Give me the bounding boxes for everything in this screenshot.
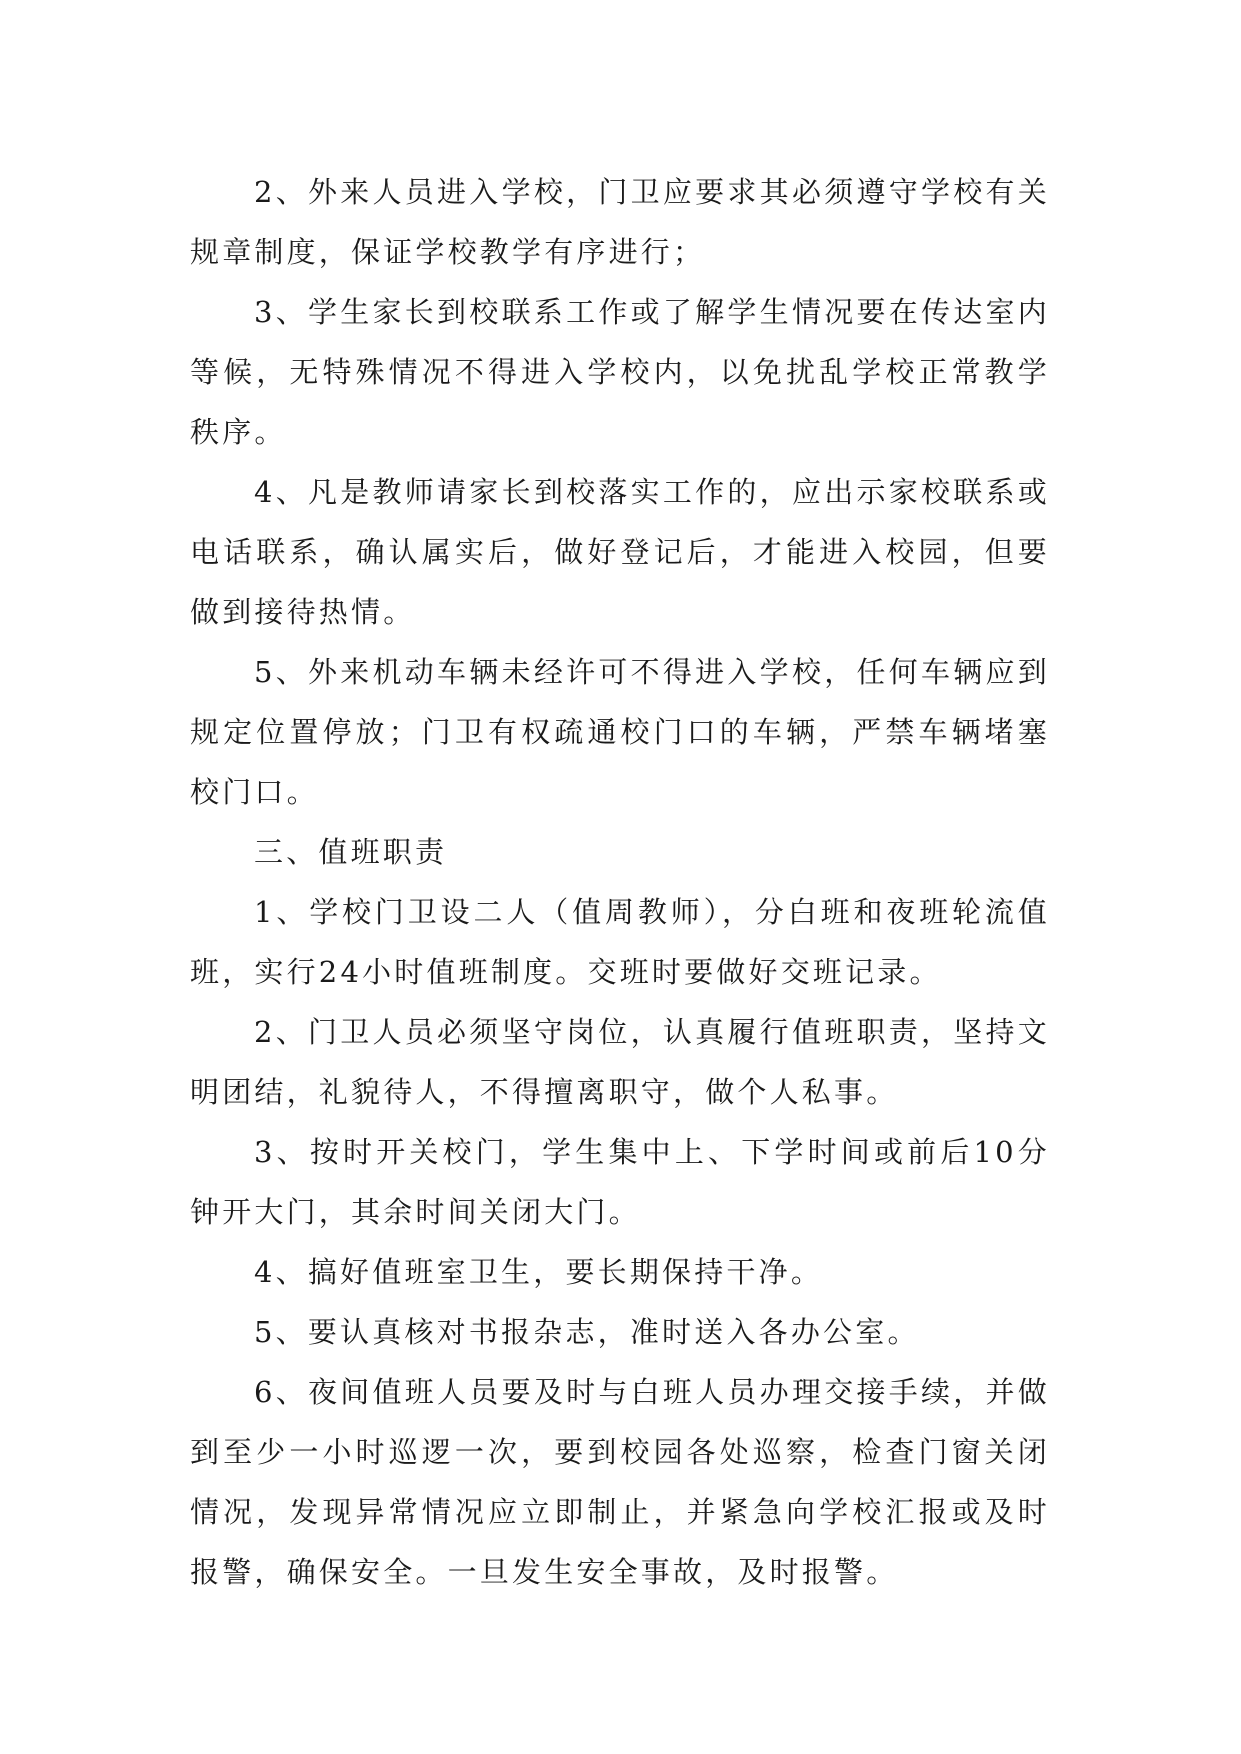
document-body bbox=[190, 162, 1050, 1602]
paragraph-teacher-invited-parents: 4、凡是教师请家长到校落实工作的，应出示家校联系或电话联系，确认属实后，做好登记后，才能进入校园，但要做到接待热情。 bbox=[190, 475, 1050, 629]
paragraph-mail-delivery: 5、要认真核对书报杂志，准时送入各办公室。 bbox=[254, 1315, 920, 1349]
paragraph-visitor-rules: 2、外来人员进入学校，门卫应要求其必须遵守学校有关规章制度，保证学校教学有序进行； bbox=[190, 175, 1050, 269]
paragraph-duty-shifts: 1、学校门卫设二人（值周教师），分白班和夜班轮流值班，实行24小时值班制度。交班时要做好交班记录。 bbox=[190, 895, 1050, 989]
paragraph-stick-to-post: 2、门卫人员必须坚守岗位，认真履行值班职责，坚持文明团结，礼貌待人，不得擅离职守，做个人私事。 bbox=[190, 1015, 1050, 1109]
paragraph-room-hygiene: 4、搞好值班室卫生，要长期保持干净。 bbox=[254, 1255, 824, 1289]
paragraph-vehicle-rules: 5、外来机动车辆未经许可不得进入学校，任何车辆应到规定位置停放；门卫有权疏通校门口的车辆，严禁车辆堵塞校门口。 bbox=[190, 655, 1050, 809]
paragraph-gate-hours: 3、按时开关校门，学生集中上、下学时间或前后10分钟开大门，其余时间关闭大门。 bbox=[190, 1135, 1050, 1229]
paragraph-night-patrol: 6、夜间值班人员要及时与白班人员办理交接手续，并做到至少一小时巡逻一次，要到校园各处巡察，检查门窗关闭情况，发现异常情况应立即制止，并紧急向学校汇报或及时报警，确保安全。一旦发生安全事故，及时报警。 bbox=[190, 1375, 1050, 1589]
section-heading-duty-responsibilities: 三、值班职责 bbox=[254, 835, 448, 869]
paragraph-parent-waiting: 3、学生家长到校联系工作或了解学生情况要在传达室内等候，无特殊情况不得进入学校内，以免扰乱学校正常教学秩序。 bbox=[190, 295, 1050, 449]
